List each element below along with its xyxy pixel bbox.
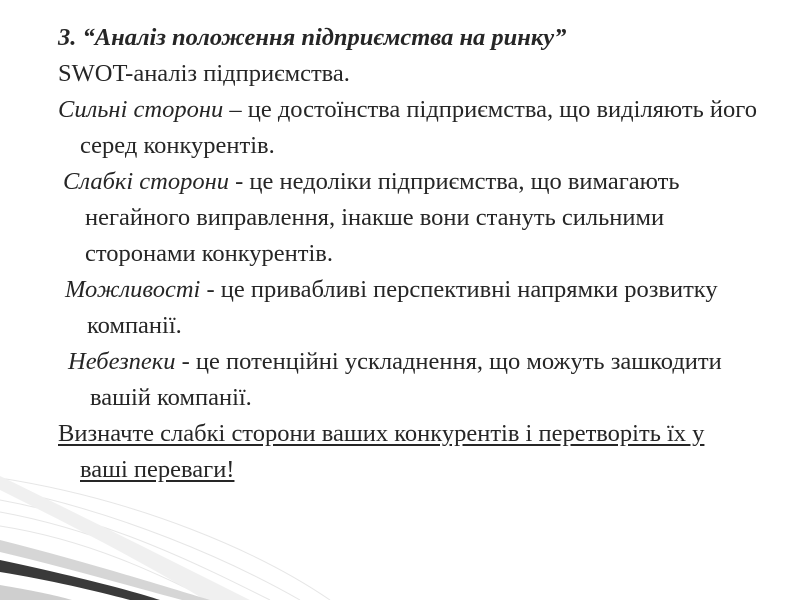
- swot-subtitle: SWOT-аналіз підприємства.: [58, 60, 350, 87]
- slide-title: 3. “Аналіз положення підприємства на ринку”: [58, 24, 567, 51]
- weaknesses-text: - це недоліки підприємства, що вимагають негайного виправлення, інакше вони стануть сильними сторонами конкурентів.: [85, 168, 680, 267]
- strengths-text: – це достоїнства підприємства, що виділяють його серед конкурентів.: [80, 96, 757, 159]
- strengths-term: Сильні сторони: [58, 96, 224, 123]
- threats-text: - це потенційні ускладнення, що можуть зашкодити вашій компанії.: [90, 348, 722, 411]
- strengths-paragraph: [58, 92, 758, 164]
- opportunities-text: - це привабливі перспективні напрямки розвитку компанії.: [87, 276, 718, 339]
- weaknesses-term: Слабкі сторони: [63, 168, 230, 195]
- threats-term: Небезпеки: [68, 348, 176, 375]
- opportunities-term: Можливості: [65, 276, 201, 303]
- weaknesses-paragraph: [63, 164, 758, 272]
- call-to-action: Визначте слабкі сторони ваших конкурентів і перетворіть їх у ваші переваги!: [58, 420, 705, 483]
- threats-paragraph: [68, 344, 758, 416]
- slide-content: [58, 20, 758, 488]
- opportunities-paragraph: [65, 272, 758, 344]
